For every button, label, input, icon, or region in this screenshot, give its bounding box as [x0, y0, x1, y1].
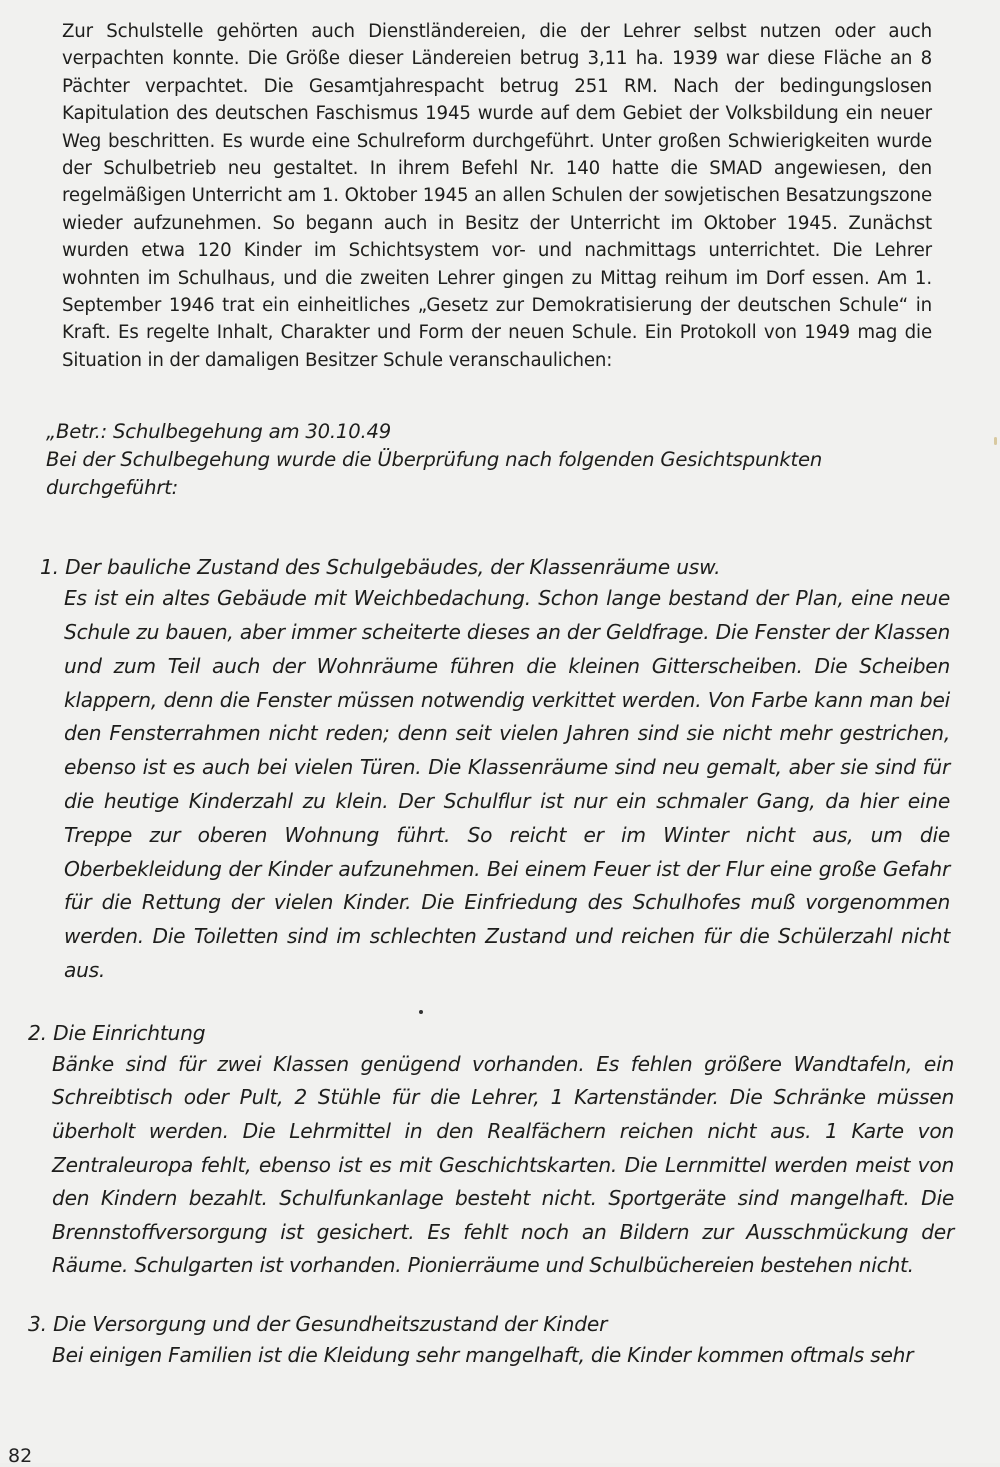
- text-column: [28, 18, 954, 1372]
- page-number: 82: [8, 1445, 33, 1467]
- section-title: 1. Der bauliche Zustand des Schulgebäudes, der Klassenräume usw.: [40, 555, 721, 580]
- ink-dot: [419, 1010, 423, 1014]
- paper-speck: [994, 437, 997, 445]
- section-body: Es ist ein altes Gebäude mit Weichbedachung. Schon lange bestand der Plan, eine neue Schule zu bauen, aber immer scheiterte dieses an der Geldfrage. Die Fenster der Klassen und zum Teil auch der Wohnräume führen die kleinen Gitterscheiben. Die Scheiben klappern, denn die Fenster müssen notwendig verkittet werden. Von Farbe kann man bei den Fensterrahmen nicht reden; denn seit vielen Jahren sind sie nicht mehr gestrichen, ebenso ist es auch bei vielen Türen. Die Klassenräume sind neu gemalt, aber sie sind für die heutige Kinderzahl zu klein. Der Schulflur ist nur ein schmaler Gang, da hier eine Treppe zur oberen Wohnung führt. So reicht er im Winter nicht aus, um die Oberbekleidung der Kinder aufzunehmen. Bei einem Feuer ist der Flur eine große Gefahr für die Rettung der vielen Kinder. Die Einfriedung des Schulhofes muß vorgenommen werden. Die Toiletten sind im schlechten Zustand und reichen für die Schülerzahl nicht aus.: [64, 586, 950, 983]
- protocol-intro: Bei der Schulbegehung wurde die Überprüfung nach folgenden Gesichtspunkten durchgeführt:: [46, 448, 823, 500]
- protocol-section-2: [28, 1018, 954, 1283]
- protocol-section-1: [40, 552, 950, 988]
- protocol-quote: [28, 418, 954, 1372]
- section-body: Bei einigen Familien ist die Kleidung sehr mangelhaft, die Kinder kommen oftmals sehr: [52, 1343, 914, 1367]
- section-title: 3. Die Versorgung und der Gesundheitszustand der Kinder: [28, 1312, 608, 1336]
- section-body: Bänke sind für zwei Klassen genügend vorhanden. Es fehlen größere Wandtafeln, ein Schreibtisch oder Pult, 2 Stühle für die Lehrer, 1 Kartenständer. Die Schränke müssen überholt werden. Die Lehrmittel in den Realfächern reichen nicht aus. 1 Karte von Zentraleuropa fehlt, ebenso ist es mit Geschichtskarten. Die Lernmittel werden meist von den Kindern bezahlt. Schulfunkanlage besteht nicht. Sportgeräte sind mangelhaft. Die Brennstoffversorgung ist gesichert. Es fehlt noch an Bildern zur Ausschmückung der Räume. Schulgarten ist vorhanden. Pionierräume und Schulbüchereien bestehen nicht.: [52, 1051, 954, 1278]
- protocol-heading: „Betr.: Schulbegehung am 30.10.49: [46, 420, 392, 444]
- section-title: 2. Die Einrichtung: [28, 1020, 206, 1045]
- intro-paragraph: Zur Schulstelle gehörten auch Dienstländereien, die der Lehrer selbst nutzen oder auch verpachten konnte. Die Größe dieser Ländereien betrug 3,11 ha. 1939 war diese Fläche an 8 Pächter verpachtet. Die Gesamtjahrespacht betrug 251 RM. Nach der bedingungslosen Kapitulation des deutschen Faschismus 1945 wurde auf dem Gebiet der Volksbildung ein neuer Weg beschritten. Es wurde eine Schulreform durchgeführt. Unter großen Schwierigkeiten wurde der Schulbetrieb neu gestaltet. In ihrem Befehl Nr. 140 hatte die SMAD angewiesen, den regelmäßigen Unterricht am 1. Oktober 1945 an allen Schulen der sowjetischen Besatzungszone wieder aufzunehmen. So begann auch in Besitz der Unterricht im Oktober 1945. Zunächst wurden etwa 120 Kinder im Schichtsystem vor- und nachmittags unterrichtet. Die Lehrer wohnten im Schulhaus, und die zweiten Lehrer gingen zu Mittag reihum im Dorf essen. Am 1. September 1946 trat ein einheitliches „Gesetz zur Demokratisierung der deutschen Schule“ in Kraft. Es regelte Inhalt, Charakter und Form der neuen Schule. Ein Protokoll von 1949 mag die Situation in der damaligen Besitzer Schule veranschaulichen:: [62, 21, 932, 371]
- protocol-section-3: [28, 1309, 954, 1372]
